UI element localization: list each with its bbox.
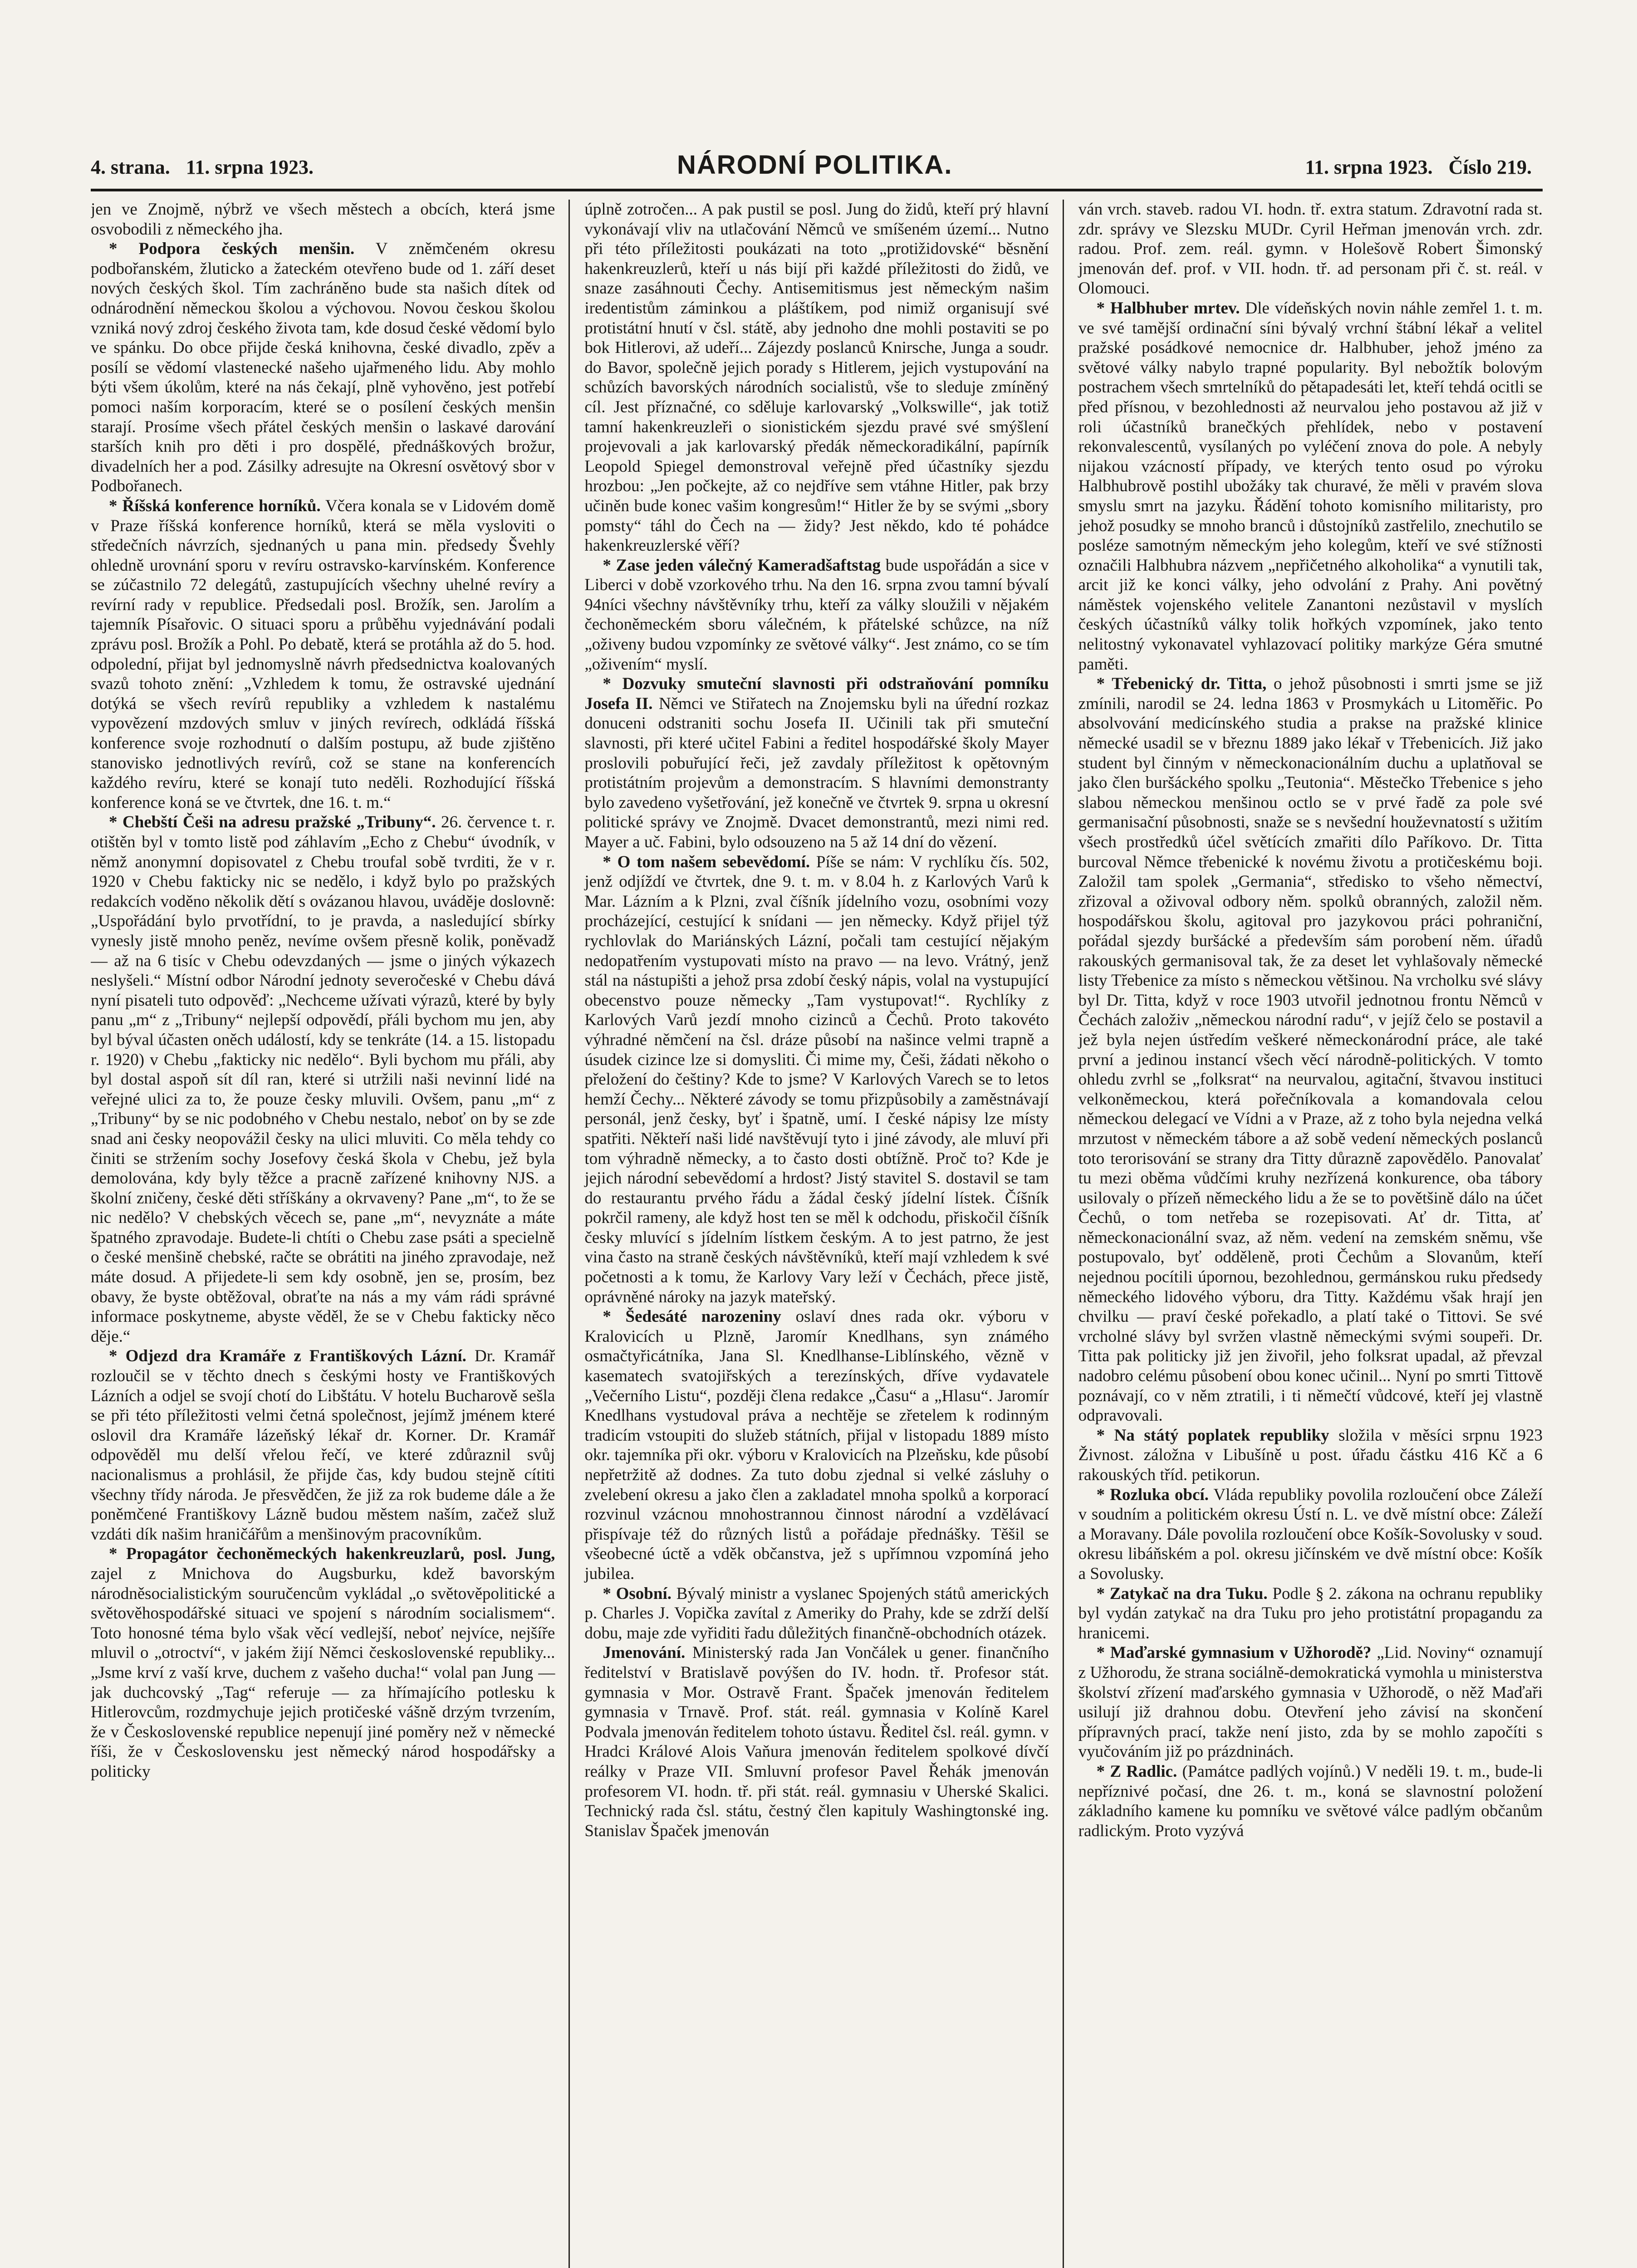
- column-2: [569, 200, 1062, 2268]
- article-paragraph: [1078, 200, 1543, 298]
- article-paragraph: [91, 1544, 555, 1781]
- article-heading: * Chebští Češi na adresu pražské „Tribuny“.: [109, 813, 436, 832]
- article-paragraph: [1078, 1426, 1543, 1485]
- article-paragraph: [1078, 1762, 1543, 1841]
- header-date-left: 11. srpna 1923.: [186, 156, 314, 178]
- article-paragraph: [1078, 298, 1543, 674]
- article-heading: * Rozluka obcí.: [1096, 1485, 1209, 1504]
- masthead-title: NÁRODNÍ POLITIKA.: [676, 150, 953, 180]
- article-paragraph: [1078, 1643, 1543, 1762]
- article-text: Včera konala se v Lidovém domě v Praze říšská konference horníků, která se měla vysloviti o středečních návrzích, sjednaných u pana min. předsedy Švehly ohledně urovnání sporu v revíru ostravsko-karvínském. Konference se zúčastnilo 72 delegátů, zastupujících všechny uhelné revíry a revírní rady v republice. Předsedali posl. Brožík, sen. Jarolím a tajemník Písařovic. O situaci sporu a průběhu vyjednávání podali zprávu posl. Brožík a Pohl. Po debatě, která se protáhla až do 5. hod. odpolední, přijat byl jednomyslně návrh předsednictva koalovaných svazů tohoto znění: „Vzhledem k tomu, že ostravské ujednání dotýká se všech revírů republiky a vzhledem k nastalému vypovězení mzdových smluv v jiných revírech, odkládá říšská konference svoje rozhodnutí o dalším postupu, až bude zjištěno stanovisko jednotlivých revírů, což se stane na konferencích každého revíru, které se konají tuto neděli. Rozhodující říšská konference koná se ve čtvrtek, dne 16. t. m.“: [91, 496, 555, 812]
- article-heading: * Odjezd dra Kramáře z Františkových Lázní.: [109, 1347, 466, 1366]
- article-paragraph: [584, 200, 1049, 556]
- article-paragraph: [91, 812, 555, 1346]
- article-heading: * O tom našem sebevědomí.: [603, 852, 810, 871]
- article-text: oslaví dnes rada okr. výboru v Kralovicích u Plzně, Jaromír Knedlhans, syn známého osmačtyřicátníka, Jana Sl. Knedlhanse-Liblínského, vězně v kasematech svatojiřských a terezínských, dříve vydavatele „Večerního Listu“, později člena redakce „Času“ a „Hlasu“. Jaromír Knedlhans vystudoval práva a nechtěje se zřetelem k rodinným tradicím vstoupiti do služeb státních, přijal v listopadu 1889 místo okr. tajemníka při okr. výboru v Kralovicích na Plzeňsku, kde působí nepřetržitě až dodnes. Za tuto dobu zjednal si velké zásluhy o zvelebení okresu a jako člen a zakladatel mnoha spolků a korporací rozvinul vzácnou mnohostrannou činnost národní a vzdělávací přispívaje též do různých listů a pořádaje přednášky. Těšil se všeobecné úctě a vděk občanstva, jež s upřímnou vzpomíná jeho jubilea.: [584, 1307, 1049, 1583]
- article-text: 26. července t. r. otištěn byl v tomto listě pod záhlavím „Echo z Chebu“ úvodník, v němž anonymní dopisovatel z Chebu troufal sobě tvrditi, že v r. 1920 v Chebu fakticky nic se nedělo, i když bylo po pražských redakcích voděno několik dětí s ovázanou hlavou, uváděje doslovně: „Uspořádání bylo prvotřídní, to je pravda, a nasledující sbírky vynesly jistě mnoho peněz, nevíme ovšem přesně kolik, poněvadž — až na 6 tisíc v Chebu odevzdaných — jsme o jiných výkazech neslyšeli.“ Místní odbor Národní jednoty severočeské v Chebu dává nyní pisateli tuto odpověď: „Nechceme užívati výrazů, které by byly panu „m“ z „Tribuny“ nejlepší odpovědí, přáli bychom mu jen, aby byl býval účasten oněch událostí, kdy se tenkráte (14. a 15. listopadu r. 1920) v Chebu „fakticky nic nedělo“. Byli bychom mu přáli, aby byl dostal aspoň sít díl ran, které si utržili naši nevinní lidé na veřejné ulici za to, že pouze česky mluvili. Ovšem, panu „m“ z „Tribuny“ by se nic podobného v Chebu nestalo, neboť on by se zde snad ani česky neopovážil česky na ulici mluviti. Co měla tehdy co činiti se stržením sochy Josefovy česká škola v Chebu, jež byla demolována, kdy byly těžce a pracně zařízené knihovny NJS. a školní zničeny, české děti stříškány a okrvaveny? Pane „m“, to že se nic nedělo? V chebských věcech se, pane „m“, nevyznáte a máte špatného zpravodaje. Budete-li chtíti o Chebu zase psáti a specielně o české menšině chebské, račte se obrátiti na jiného zpravodaje, než máte dosud. A přijedete-li sem kdy osobně, jen se, prosím, bez obavy, že byste obtěžoval, obraťte na nás a my vám rádi správné informace poskytneme, abyste věděl, že se v Chebu fakticky něco děje.“: [91, 813, 555, 1346]
- article-heading: * Z Radlic.: [1096, 1762, 1177, 1781]
- article-text: úplně zotročen... A pak pustil se posl. Jung do židů, kteří prý hlavní vykonávají vliv na utlačování Němců ve smíšeném území... Nutno při této příležitosti poukázati na toto „protižidovské“ běsnění hakenkreuzlerů, kteří u nás bijí při každé příležitosti do židů, ve snaze zasáhnouti Čechy. Antisemitismus jest německým našim iredentistům záminkou a pláštíkem, pod nimiž organisují své protistátní hnutí v čsl. státě, aby jednoho dne mohli postaviti se po bok Hitlerovi, až udeří... Zájezdy poslanců Knirsche, Junga a soudr. do Bavor, společně jejich porady s Hitlerem, jejich vystupování na schůzích bavorských národních socialistů, vše to sleduje zmíněný cíl. Jest příznačné, co sděluje karlovarský „Volkswille“, jak totiž tamní hakenkreuzleři o sionistickém sjezdu pravé své smýšlení projevovali a jak karlovarský předák německoradikální, papírník Leopold Spiegel demonstroval veřejně před účastníky sjezdu hrozbou: „Jen počkejte, až co nejdříve sem vtáhne Hitler, pak brzy učiněn bude konec vašim kongresům!“ Hitler že by se svými „sbory pomsty“ táhl do Čech na — židy? Jest někdo, kdo té pohádce hakenkreuzlerské věří?: [584, 200, 1049, 555]
- article-paragraph: [584, 852, 1049, 1307]
- article-paragraph: [584, 674, 1049, 852]
- header-rule: [91, 189, 1543, 191]
- article-text: „Lid. Noviny“ oznamují z Užhorodu, že strana sociálně-demokratická vymohla u ministerstva školství zřízení maďarského gymnasia v Užhorodě, o něž Maďaři usilují již drahnou dobu. Otevření jeho závisí na skončení přípravných prací, takže není jisto, zda by se mohlo započíti s vyučováním již po prázdninách.: [1078, 1643, 1543, 1761]
- article-paragraph: [584, 1584, 1049, 1643]
- article-text: V zněmčeném okresu podbořanském, žluticko a žateckém otevřeno bude od 1. září deset nových českých škol. Tím zachráněno bude sta našich dítek od odnárodnění německou školou a výchovou. Novou českou školou vzniká nový zdroj českého života tam, kde dosud české vědomí bylo ve spánku. Do obce přijde česká knihovna, české divadlo, zpěv a posílí se vědomí vlastenecké našeho ujařmeného lidu. Aby mohlo býti všem úkolům, které na nás čekají, plně vyhověno, jest potřebí pomoci naším korporacím, které se o posílení českých menšin starají. Prosíme všech přátel českých menšin o laskavé darování starších knih pro děti i pro dospělé, přednáškových brožur, divadelních her a pod. Zásilky adresujte na Okresní osvětový sbor v Podbořanech.: [91, 240, 555, 496]
- article-heading: * Zatykač na dra Tuku.: [1096, 1584, 1268, 1603]
- article-paragraph: [91, 200, 555, 239]
- article-text: o jehož působnosti i smrti jsme se již zmínili, narodil se 24. ledna 1863 v Prosmykách u Litoměřic. Po absolvování medicínského studia a prakse na pražské klinice německé usadil se v březnu 1889 jako lékař v Třebenicích. Již jako student byl činným v německonacionálním duchu a uplatňoval se jako člen buršáckého spolku „Teutonia“. Městečko Třebenice s jeho slabou německou menšinou octlo se v prvé řadě za pole své germanisační působnosti, snaže se s nevšední houževnatostí s užitím všech prostředků účel světících zmařiti dílo Paříkovo. Dr. Titta burcoval Němce třebenické k novému životu a protičeskému boji. Založil tam spolek „Germania“, středisko to všeho němectví, zřizoval a oživoval odbory něm. spolků obranných, založil něm. hospodářskou školu, agitoval pro jazykovou práci pohraniční, pořádal sjezdy buršácké a především sám porobení něm. úřadů rakouských germanisoval tak, že za deset let vyhlašovaly německé listy Třebenice za místo s německou většinou. Na vrcholku své slávy byl Dr. Titta, když v roce 1903 utvořil jednotnou frontu Němců v Čechách založiv „německou národní radu“, v jejíž čelo se postavil a jež byla nejen ústředím veškeré německonárodní práce, ale také první a jedinou instancí všech věcí národně-politických. V tomto ohledu zvrhl se „folksrat“ na neurvalou, agitační, štvavou instituci velkoněmeckou, která pořečníkovala a komandovala celou německou delegací ve Vídni a v Praze, až z toho byla nejedna velká mrzutost v německém tábore a až sobě vedení německých poslanců toto terorisování se strany dra Titty důrazně zapovědělo. Panovalať tu mezi oběma vůdčími kruhy nezřízená konkurence, oba tábory usilovaly o přízeň německého lidu a že se to povětšině dálo na účet Čechů, o tom netřeba se rozepisovati. Ať dr. Titta, ať německonacionální svaz, až něm. vedení na zemském sněmu, vše postupovalo, byť odděleně, proti Čechům a Slovanům, kteří nejednou pocítili úpornou, bezohlednou, germánskou ruku předsedy německého lidového výboru, dra Titty. Každému však hrají jen chvilku — praví české pořekadlo, a platí také o Tittovi. Se své vrcholné slávy byl svržen vlastně německými svými soupeři. Dr. Titta pak politicky již jen živořil, jeho folksrat upadal, až převzal nadobro celému působení obou konec učinil... Nyní po smrti Tittově poznávají, co v něm ztratili, i ti němečtí vůdcové, kteří jej vlastně odpravovali.: [1078, 675, 1543, 1425]
- article-heading: * Na státý poplatek republiky: [1096, 1426, 1329, 1445]
- article-text: Dle vídeňských novin náhle zemřel 1. t. m. ve své tamější ordinační síni bývalý vrchní štábní lékař a velitel pražské posádkové nemocnice dr. Halbhuber, jehož jméno za světové války nabylo trapné popularity. Byl nebožtík bolovým postrachem všech smrtelníků do pětapadesáti let, kteří tehdá ocitli se před přísnou, v bezohlednosti až neurvalou jeho postavou až již v roli účastníků branečkých přehlídek, nebo v postavení rekonvalescentů, vysílaných po vyléčení znova do pole. A nebyly nijakou vzácností případy, ve kterých tento osud po výroku Halbhubrově postihl ubožáky tak churavé, že měli v pravém slova smyslu smrt na jazyku. Řádění tohoto komisního militaristy, pro jehož posudky se mnoho branců i důstojníků zastřelilo, znechutilo se posléze samotným německým jeho kolegům, kteří ve své stížnosti označili Halbhubra názvem „nepřičetného alkoholika“ a vynutili tak, arcit již ke konci války, jeho odvolání z Prahy. Ani povětný náměstek vojenského velitele Zanantoni nezůstavil v myslích českých účastníků války tolik hořkých vzpomínek, jako tento nelitostný vykonavatel vyhlazovací politiky markýze Géra smutné paměti.: [1078, 298, 1543, 674]
- article-heading: * Třebenický dr. Titta,: [1096, 675, 1267, 694]
- article-paragraph: [91, 1346, 555, 1544]
- article-text: Bývalý ministr a vyslanec Spojených států amerických p. Charles J. Vopička zavítal z Ameriky do Prahy, kde se zdrží delší dobu, maje zde vyřiditi řadu důležitých finančně-obchodních otázek.: [584, 1584, 1049, 1642]
- article-text: zajel z Mnichova do Augsburku, kdež bavorským národněsocialistickým souručencům vykládal „o světověpolitické a světověhospodářské situaci ve spojení s národním socialismem“. Toto honosné téma bylo však věcí vedlejší, neboť nejvíce, nejšíře mluvil o „otroctví“, v jakém žijí Němci československé republiky... „Jsme krví z vaší krve, duchem z vašeho ducha!“ volal pan Jung — jak duchcovský „Tag“ referuje — za hřímajícího potlesku k Hitlerovcům, rozdmychuje jejich protičeské vášně drzým tvrzením, že v Československé republice nepenují jiné poměry než v německé říši, že v Československu jest německý národ hospodářsky a politicky: [91, 1564, 555, 1781]
- article-paragraph: [584, 556, 1049, 675]
- article-paragraph: [91, 239, 555, 496]
- article-text: Píše se nám: V rychlíku čís. 502, jenž odjíždí ve čtvrtek, dne 9. t. m. v 8.04 h. z Karlových Varů k Mar. Lázním a k Plzni, zval číšník jídelního vozu, osobními vozy procházející, cestující k snídani — jen německy. Když přijel týž rychlovlak do Mariánských Lázní, počali tam cestující nějakým nedopatřením vystupovati místo na pravo — na levo. Vrátný, jenž stál na nástupišti a jehož prsa zdobí český nápis, volal na vystupující obecenstvo pouze německy „Tam vystupovat!“. Rychlíky z Karlových Varů jezdí mnoho cizinců a Čechů. Proto takovéto výhradné němčení na čsl. dráze působí na našince velmi trapně a úsudek cizince lze si domysliti. Či mime my, Češi, žádati někoho o přeložení do češtiny? Kde to jsme? V Karlových Varech se to letos hemží Čechy... Některé závody se tomu přizpůsobily a zaměstnávají personál, jenž česky, byť i špatně, umí. I české nápisy lze místy spatřiti. Někteří naši lidé navštěvují tyto i jiné závody, ale mluví při tom výhradně německy, a to často dosti obtížně. Proč to? Kde je jejich národní sebevědomí a hrdost? Jistý stavitel S. dostavil se tam do restaurantu prvého řádu a žádal český jídelní lístek. Číšník pokrčil rameny, ale když host ten se měl k odchodu, přiskočil číšník česky mluvící s jídelním lístkem českým. A to jest patrno, že jest vina často na straně českých návštěvníků, kteří mají vzhledem k své početnosti a k tomu, že Karlovy Vary leží v Čechách, přece jistě, oprávněné nároky na jazyk mateřský.: [584, 852, 1049, 1306]
- article-paragraph: [1078, 1584, 1543, 1643]
- article-columns: [91, 200, 1543, 2268]
- article-text: ván vrch. staveb. radou VI. hodn. tř. extra statum. Zdravotní rada st. zdr. správy ve Slezsku MUDr. Cyril Heřman jmenován vrch. zdr. radou. Prof. zem. reál. gymn. v Holešově Robert Šimonský jmenován def. prof. v VII. hodn. tř. ad personam při č. st. reál. v Olomouci.: [1078, 200, 1543, 298]
- article-heading: * Říšská konference horníků.: [109, 496, 321, 515]
- article-text: Vláda republiky povolila rozloučení obce Záleží v soudním a politickém okresu Ústí n. L. ve dvě místní obce: Záleží a Moravany. Dále povolila rozloučení obce Košík-Sovolusky v soud. okresu libáňském a pol. okresu jičínském ve dvě místní obce: Košík a Sovolusky.: [1078, 1485, 1543, 1583]
- article-heading: * Halbhuber mrtev.: [1096, 298, 1240, 318]
- column-3: [1063, 200, 1543, 2268]
- article-heading: * Maďarské gymnasium v Užhorodě?: [1096, 1643, 1372, 1662]
- article-paragraph: [1078, 674, 1543, 1426]
- article-heading: * Zase jeden válečný Kameradšaftstag: [603, 556, 881, 575]
- article-text: Ministerský rada Jan Vončálek u gener. finančního ředitelství v Bratislavě povýšen do IV. hodn. tř. Profesor stát. gymnasia v Mor. Ostravě Frant. Špaček jmenován ředitelem gymnasia v Trnavě. Prof. stát. reál. gymnasia v Kolíně Karel Podvala jmenován ředitelem tohoto ústavu. Ředitel čsl. reál. gymn. v Hradci Králové Alois Vaňura jmenován ředitelem spolkové dívčí reálky v Praze VII. Smluvní profesor Pavel Řehák jmenován profesorem VI. hodn. tř. při stát. reál. gymnasiu v Uherské Skalici. Technický rada čsl. státu, čestný člen kapituly Washingtonské ing. Stanislav Špaček jmenován: [584, 1643, 1049, 1840]
- article-heading: * Propagátor čechoněmeckých hakenkreuzlarů, posl. Jung,: [109, 1545, 555, 1564]
- issue-number: Číslo 219.: [1448, 156, 1532, 178]
- article-text: jen ve Znojmě, nýbrž ve všech městech a obcích, která jsme osvobodili z německého jha.: [91, 200, 555, 239]
- page-header: [91, 150, 1543, 186]
- article-heading: * Podpora českých menšin.: [109, 240, 355, 259]
- header-date-right: 11. srpna 1923.: [1305, 156, 1433, 178]
- article-paragraph: [584, 1307, 1049, 1584]
- article-text: (Památce padlých vojínů.) V neděli 19. t. m., bude-li nepříznivé počasí, dne 26. t. m., koná se slavnostní položení základního kamene ku pomníku ve světové válce padlým občanům radlickým. Proto vyzývá: [1078, 1762, 1543, 1840]
- newspaper-page: [91, 150, 1543, 2268]
- article-paragraph: [584, 1643, 1049, 1841]
- article-paragraph: [91, 496, 555, 813]
- page-number: 4. strana.: [91, 156, 170, 178]
- article-text: složila v měsíci srpnu 1923 Živnost. záložna v Libušíně u post. úřadu částku 416 Kč a 6 rakouských tříd. petikorun.: [1078, 1426, 1543, 1484]
- article-heading: * Šedesáté narozeniny: [603, 1307, 781, 1326]
- article-text: bude uspořádán a sice v Liberci v době vzorkového trhu. Na den 16. srpna zvou tamní bývalí 94níci všechny návštěvníky trhu, kteří za války sloužili v nějakém čechoněmeckém sboru válečném, k přátelské schůzce, na níž „oživeny budou vzpomínky ze světové války“. Jest známo, co se tím „oživením“ myslí.: [584, 556, 1049, 674]
- article-heading: * Dozvuky smuteční slavnosti při odstraňování pomníku Josefa II.: [584, 675, 1049, 713]
- column-1: [91, 200, 569, 2268]
- article-text: Dr. Kramář rozloučil se v těchto dnech s českými hosty ve Františkových Lázních a odjel se svojí chotí do Libštátu. V hotelu Bucharově sešla se při této příležitosti velmi četná společnost, jejímž jménem které oslovil dra Kramáře lázeňský lékař dr. Korner. Dr. Kramář odpověděl mu delší vřelou řečí, ve které zdůraznil svůj nacionalismus a prohlásil, že přijde čas, kdy budou stejně cítiti všechny třídy národa. Je přesvědčen, že již za rok budeme dále a že poněmčené Františkovy Lázně budou městem naším, začež služ vzdáti dík našim hraničářům a menšinovým pracovníkům.: [91, 1347, 555, 1544]
- article-paragraph: [1078, 1485, 1543, 1584]
- article-heading: Jmenování.: [603, 1643, 686, 1662]
- article-text: Němci ve Stiřatech na Znojemsku byli na úřední rozkaz donuceni odstraniti sochu Josefa II. Učinili tak při smuteční slavnosti, při které učitel Fabini a ředitel hospodářské školy Mayer proslovili pobuřující řeči, jež zavdaly příležitost k opětovným protistátním projevům a demonstracím. S hlavními demonstranty bylo zavedeno vyšetřování, jež konečně ve čtvrtek 9. srpna u okresní politické správy ve Znojmě. Dvacet demonstrantů, mezi nimi red. Mayer a uč. Fabini, bylo odsouzeno na 5 až 14 dní do vězení.: [584, 694, 1049, 851]
- article-heading: * Osobní.: [603, 1584, 671, 1603]
- article-text: Podle § 2. zákona na ochranu republiky byl vydán zatykač na dra Tuku pro jeho protistátní propagandu za hranicemi.: [1078, 1584, 1543, 1642]
